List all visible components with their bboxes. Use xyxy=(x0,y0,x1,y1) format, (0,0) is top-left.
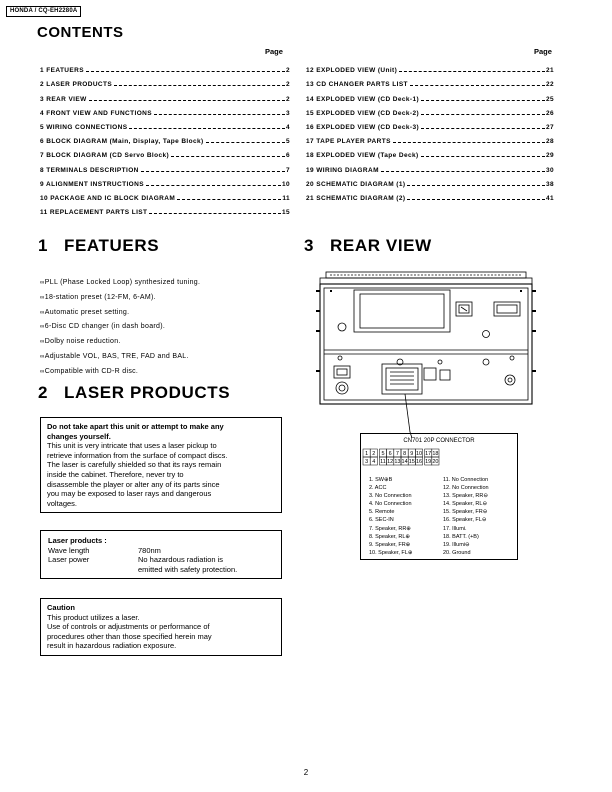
laser-power-value xyxy=(138,555,237,574)
pin-number: 9 xyxy=(410,451,414,457)
toc-leader xyxy=(206,142,285,143)
toc-entry-page: 26 xyxy=(545,109,554,117)
feature-item xyxy=(40,335,280,350)
toc-entry-title: 6 BLOCK DIAGRAM (Main, Display, Tape Block) xyxy=(40,138,204,146)
toc-entry-page: 7 xyxy=(285,166,290,174)
laser-warning-box xyxy=(40,417,282,513)
toc-entry xyxy=(40,145,290,159)
features-list xyxy=(40,276,280,380)
laser-power-label: Laser power xyxy=(48,555,90,565)
toc-entry xyxy=(306,88,554,102)
toc-leader xyxy=(421,114,545,115)
toc-entry-title: 20 SCHEMATIC DIAGRAM (1) xyxy=(306,180,406,188)
bullet-icon: ∞ xyxy=(40,368,44,375)
laser-power-line: emitted with safety protection. xyxy=(138,564,238,574)
feature-text: 18-station preset (12-FM, 6-AM). xyxy=(44,293,156,301)
toc-entry xyxy=(40,60,290,74)
toc-entry xyxy=(306,188,554,202)
toc-entry-page: 22 xyxy=(545,81,554,89)
pin-label: 2. ACC xyxy=(369,485,387,492)
din-jack xyxy=(334,366,350,378)
toc-entry-title: 15 EXPLODED VIEW (CD Deck-2) xyxy=(306,109,420,117)
pin-number: 13 xyxy=(394,459,401,465)
pin-number: 7 xyxy=(395,451,399,457)
warning-body xyxy=(47,441,276,508)
toc-entry xyxy=(306,60,554,74)
warning-line: The laser is carefully shielded so that its rays remain xyxy=(47,460,222,470)
toc-entry xyxy=(306,74,554,88)
pin-number: 11 xyxy=(380,459,386,465)
bullet-icon: ∞ xyxy=(40,339,44,346)
pin-label: 9. Speaker, FR⊕ xyxy=(369,541,411,548)
toc-entry-title: 5 WIRING CONNECTIONS xyxy=(40,123,128,131)
toc-entry-page: 5 xyxy=(285,138,290,146)
pin-number: 20 xyxy=(432,459,439,465)
toc-entry-title: 16 EXPLODED VIEW (CD Deck-3) xyxy=(306,123,420,131)
warning-line: inside the cabinet. Therefore, never try to xyxy=(47,469,184,479)
feature-item xyxy=(40,350,280,365)
pin-number: 4 xyxy=(372,459,376,465)
toc-entry xyxy=(40,159,290,173)
caution-body xyxy=(47,613,275,651)
page-column-label-left: Page xyxy=(265,47,283,56)
features-title: FEATUERS xyxy=(64,236,160,255)
warning-bold-text xyxy=(47,422,276,441)
toc-entry-page: 28 xyxy=(545,138,554,146)
warning-line: disassemble the player or alter any of its parts since xyxy=(47,479,220,489)
toc-entry xyxy=(40,188,290,202)
toc-entry xyxy=(306,117,554,131)
toc-entry-title: 10 PACKAGE AND IC BLOCK DIAGRAM xyxy=(40,194,176,202)
pin-list-left xyxy=(369,476,412,557)
laser-number: 2 xyxy=(38,383,49,402)
rear-view-number: 3 xyxy=(304,236,315,255)
toc-leader xyxy=(177,199,281,200)
pin-list-right xyxy=(443,476,489,557)
top-bracket xyxy=(320,278,532,284)
toc-entry-page: 3 xyxy=(285,109,290,117)
caution-box xyxy=(40,598,282,656)
laser-specs-title: Laser products : xyxy=(48,536,107,545)
pin-label: 20. Ground xyxy=(443,549,471,556)
pin-label: 10. Speaker, FL⊕ xyxy=(369,549,413,556)
toc-entry xyxy=(40,88,290,102)
toc-entry xyxy=(40,103,290,117)
pin-number: 1 xyxy=(365,451,369,457)
model-tag: HONDA / CQ-EH2280A xyxy=(6,6,81,17)
laser-heading xyxy=(38,383,230,403)
feature-item xyxy=(40,291,280,306)
feature-item xyxy=(40,306,280,321)
toc-entry-title: 18 EXPLODED VIEW (Tape Deck) xyxy=(306,152,419,160)
pin-number: 6 xyxy=(388,451,392,457)
laser-power-row xyxy=(48,555,275,574)
toc-entry-title: 3 REAR VIEW xyxy=(40,95,87,103)
toc-entry-title: 11 REPLACEMENT PARTS LIST xyxy=(40,209,148,217)
pin-number: 15 xyxy=(408,459,415,465)
pin-number: 10 xyxy=(415,451,423,457)
warning-bold-line: changes yourself. xyxy=(47,431,111,441)
toc-entry-title: 19 WIRING DIAGRAM xyxy=(306,166,379,174)
pin-number: 17 xyxy=(425,451,432,457)
feature-text: Adjustable VOL, BAS, TRE, FAD and BAL. xyxy=(44,352,189,360)
pin-label: 6. SEC-IN xyxy=(369,517,394,524)
pin-label: 5. Remote xyxy=(369,509,395,516)
pin-label: 4. No Connection xyxy=(369,501,412,508)
toc-entry xyxy=(306,103,554,117)
cn701-connector-box xyxy=(360,433,518,560)
toc-entry-page: 11 xyxy=(282,194,290,202)
laser-power-line: No hazardous radiation is xyxy=(138,555,224,565)
pin-label: 18. BATT. (+B) xyxy=(443,533,479,540)
toc-entry xyxy=(40,74,290,88)
feature-text: Dolby noise reduction. xyxy=(44,338,121,346)
toc-entry-page: 25 xyxy=(545,95,554,103)
toc-leader xyxy=(86,71,285,72)
toc-entry xyxy=(40,202,290,216)
mount-hole xyxy=(483,331,490,338)
warning-line: voltages. xyxy=(47,498,78,508)
toc-entry-title: 14 EXPLODED VIEW (CD Deck-1) xyxy=(306,95,420,103)
caution-title: Caution xyxy=(47,603,75,612)
pin-label: 14. Speaker, RL⊖ xyxy=(443,501,488,508)
toc-entry-title: 17 TAPE PLAYER PARTS xyxy=(306,138,391,146)
feature-text: Automatic preset setting. xyxy=(44,308,130,316)
pin-label: 8. Speaker, RL⊕ xyxy=(369,533,410,540)
toc-entry-title: 1 FEATUERS xyxy=(40,67,84,75)
toc-leader xyxy=(146,185,281,186)
toc-leader xyxy=(421,100,545,101)
pin-label: 17. Illumi. xyxy=(443,525,467,532)
page-column-label-right: Page xyxy=(534,47,552,56)
toc-entry xyxy=(306,145,554,159)
pin-label: 3. No Connection xyxy=(369,493,412,500)
toc-entry-page: 30 xyxy=(545,166,554,174)
toc-left-column xyxy=(40,60,290,216)
features-heading xyxy=(38,236,159,256)
toc-entry-title: 8 TERMINALS DESCRIPTION xyxy=(40,166,139,174)
toc-leader xyxy=(89,100,285,101)
toc-entry xyxy=(306,159,554,173)
toc-entry-page: 41 xyxy=(545,194,554,202)
toc-entry xyxy=(306,174,554,188)
toc-entry-page: 2 xyxy=(285,81,290,89)
caution-line: This product utilizes a laser. xyxy=(47,612,140,622)
toc-entry-page: 6 xyxy=(285,152,290,160)
pin-label: 12. No Connection xyxy=(443,485,489,492)
toc-leader xyxy=(407,199,545,200)
wave-length-value: 780nm xyxy=(138,545,161,555)
pin-number: 16 xyxy=(415,459,423,465)
toc-entry xyxy=(306,131,554,145)
caution-line: procedures other than those specified herein may xyxy=(47,631,212,641)
toc-entry xyxy=(40,174,290,188)
toc-leader xyxy=(407,185,545,186)
wave-length-row xyxy=(48,546,275,556)
toc-entry-page: 2 xyxy=(285,95,290,103)
pin-number: 18 xyxy=(432,451,439,457)
toc-leader xyxy=(421,156,545,157)
connector-pin-grid xyxy=(361,448,517,470)
pin-label: 16. Speaker, FL⊖ xyxy=(443,517,487,524)
pin-label: 7. Speaker, RR⊕ xyxy=(369,525,411,532)
warning-line: This unit is very intricate that uses a laser pickup to xyxy=(47,441,217,451)
pin-label: 15. Speaker, FR⊖ xyxy=(443,509,488,516)
caution-line: Use of controls or adjustments or performance of xyxy=(47,622,210,632)
rear-view-heading xyxy=(304,236,432,256)
toc-entry-title: 9 ALIGNMENT INSTRUCTIONS xyxy=(40,180,144,188)
toc-leader xyxy=(381,171,545,172)
pin-number: 2 xyxy=(372,451,376,457)
feature-text: PLL (Phase Locked Loop) synthesized tuning. xyxy=(44,279,201,286)
laser-specs-box xyxy=(40,530,282,579)
toc-right-column xyxy=(306,60,554,202)
heatsink xyxy=(354,290,450,332)
bullet-icon: ∞ xyxy=(40,309,44,316)
toc-leader xyxy=(114,85,285,86)
feature-item xyxy=(40,365,280,380)
pin-number: 8 xyxy=(403,451,407,457)
toc-entry-page: 4 xyxy=(285,123,290,131)
toc-entry-title: 4 FRONT VIEW AND FUNCTIONS xyxy=(40,109,152,117)
toc-entry xyxy=(40,131,290,145)
toc-leader xyxy=(410,85,545,86)
rear-view-title: REAR VIEW xyxy=(330,236,432,255)
toc-entry-page: 10 xyxy=(281,180,290,188)
feature-item xyxy=(40,320,280,335)
bullet-icon: ∞ xyxy=(40,294,44,301)
pin-label: 11. No Connection xyxy=(443,477,489,483)
pin-label: 1. SW⊕B xyxy=(369,477,393,483)
warning-line: you may be exposed to laser rays and dangerous xyxy=(47,489,212,499)
laser-title: LASER PRODUCTS xyxy=(64,383,231,402)
chassis-connector xyxy=(382,364,422,394)
feature-item xyxy=(40,276,280,291)
bullet-icon: ∞ xyxy=(40,324,44,331)
features-number: 1 xyxy=(38,236,49,255)
toc-entry xyxy=(40,117,290,131)
bullet-icon: ∞ xyxy=(40,353,44,360)
pin-number: 19 xyxy=(425,459,432,465)
toc-entry-page: 29 xyxy=(545,152,554,160)
page-number: 2 xyxy=(303,768,309,777)
toc-entry-page: 15 xyxy=(281,209,290,217)
toc-leader xyxy=(129,128,285,129)
pin-label: 13. Speaker, RR⊖ xyxy=(443,493,488,500)
feature-text: 6-Disc CD changer (in dash board). xyxy=(44,323,166,331)
toc-entry-page: 27 xyxy=(545,123,554,131)
connector-title: CN701 20P CONNECTOR xyxy=(403,438,475,444)
toc-leader xyxy=(399,71,545,72)
antenna-jack xyxy=(336,382,348,394)
bullet-icon: ∞ xyxy=(40,280,44,286)
pin-number: 14 xyxy=(401,459,408,465)
rear-view-drawing xyxy=(300,270,560,440)
caution-line: result in hazardous radiation exposure. xyxy=(47,641,177,651)
pin-number: 3 xyxy=(365,459,369,465)
pin-number: 5 xyxy=(381,451,385,457)
toc-leader xyxy=(149,213,281,214)
toc-leader xyxy=(421,128,545,129)
toc-entry-title: 12 EXPLODED VIEW (Unit) xyxy=(306,67,398,75)
toc-entry-page: 38 xyxy=(545,180,554,188)
wave-length-label: Wave length xyxy=(48,545,90,555)
mount-hole xyxy=(338,323,346,331)
warning-line: retrieve information from the surface of compact discs. xyxy=(47,450,228,460)
contents-title: CONTENTS xyxy=(37,24,124,41)
pin-label: 19. Illumi⊖ xyxy=(443,541,470,548)
toc-entry-page: 2 xyxy=(285,67,290,75)
toc-entry-title: 21 SCHEMATIC DIAGRAM (2) xyxy=(306,194,406,202)
warning-bold-line: Do not take apart this unit or attempt to make any xyxy=(47,422,224,431)
toc-leader xyxy=(154,114,285,115)
toc-entry-title: 13 CD CHANGER PARTS LIST xyxy=(306,81,408,89)
toc-leader xyxy=(141,171,285,172)
toc-entry-title: 7 BLOCK DIAGRAM (CD Servo Block) xyxy=(40,152,170,160)
toc-leader xyxy=(393,142,545,143)
toc-entry-title: 2 LASER PRODUCTS xyxy=(40,81,113,89)
pin-number: 12 xyxy=(387,459,394,465)
feature-text: Compatible with CD-R disc. xyxy=(44,367,139,375)
toc-leader xyxy=(171,156,285,157)
toc-entry-page: 21 xyxy=(545,67,554,75)
